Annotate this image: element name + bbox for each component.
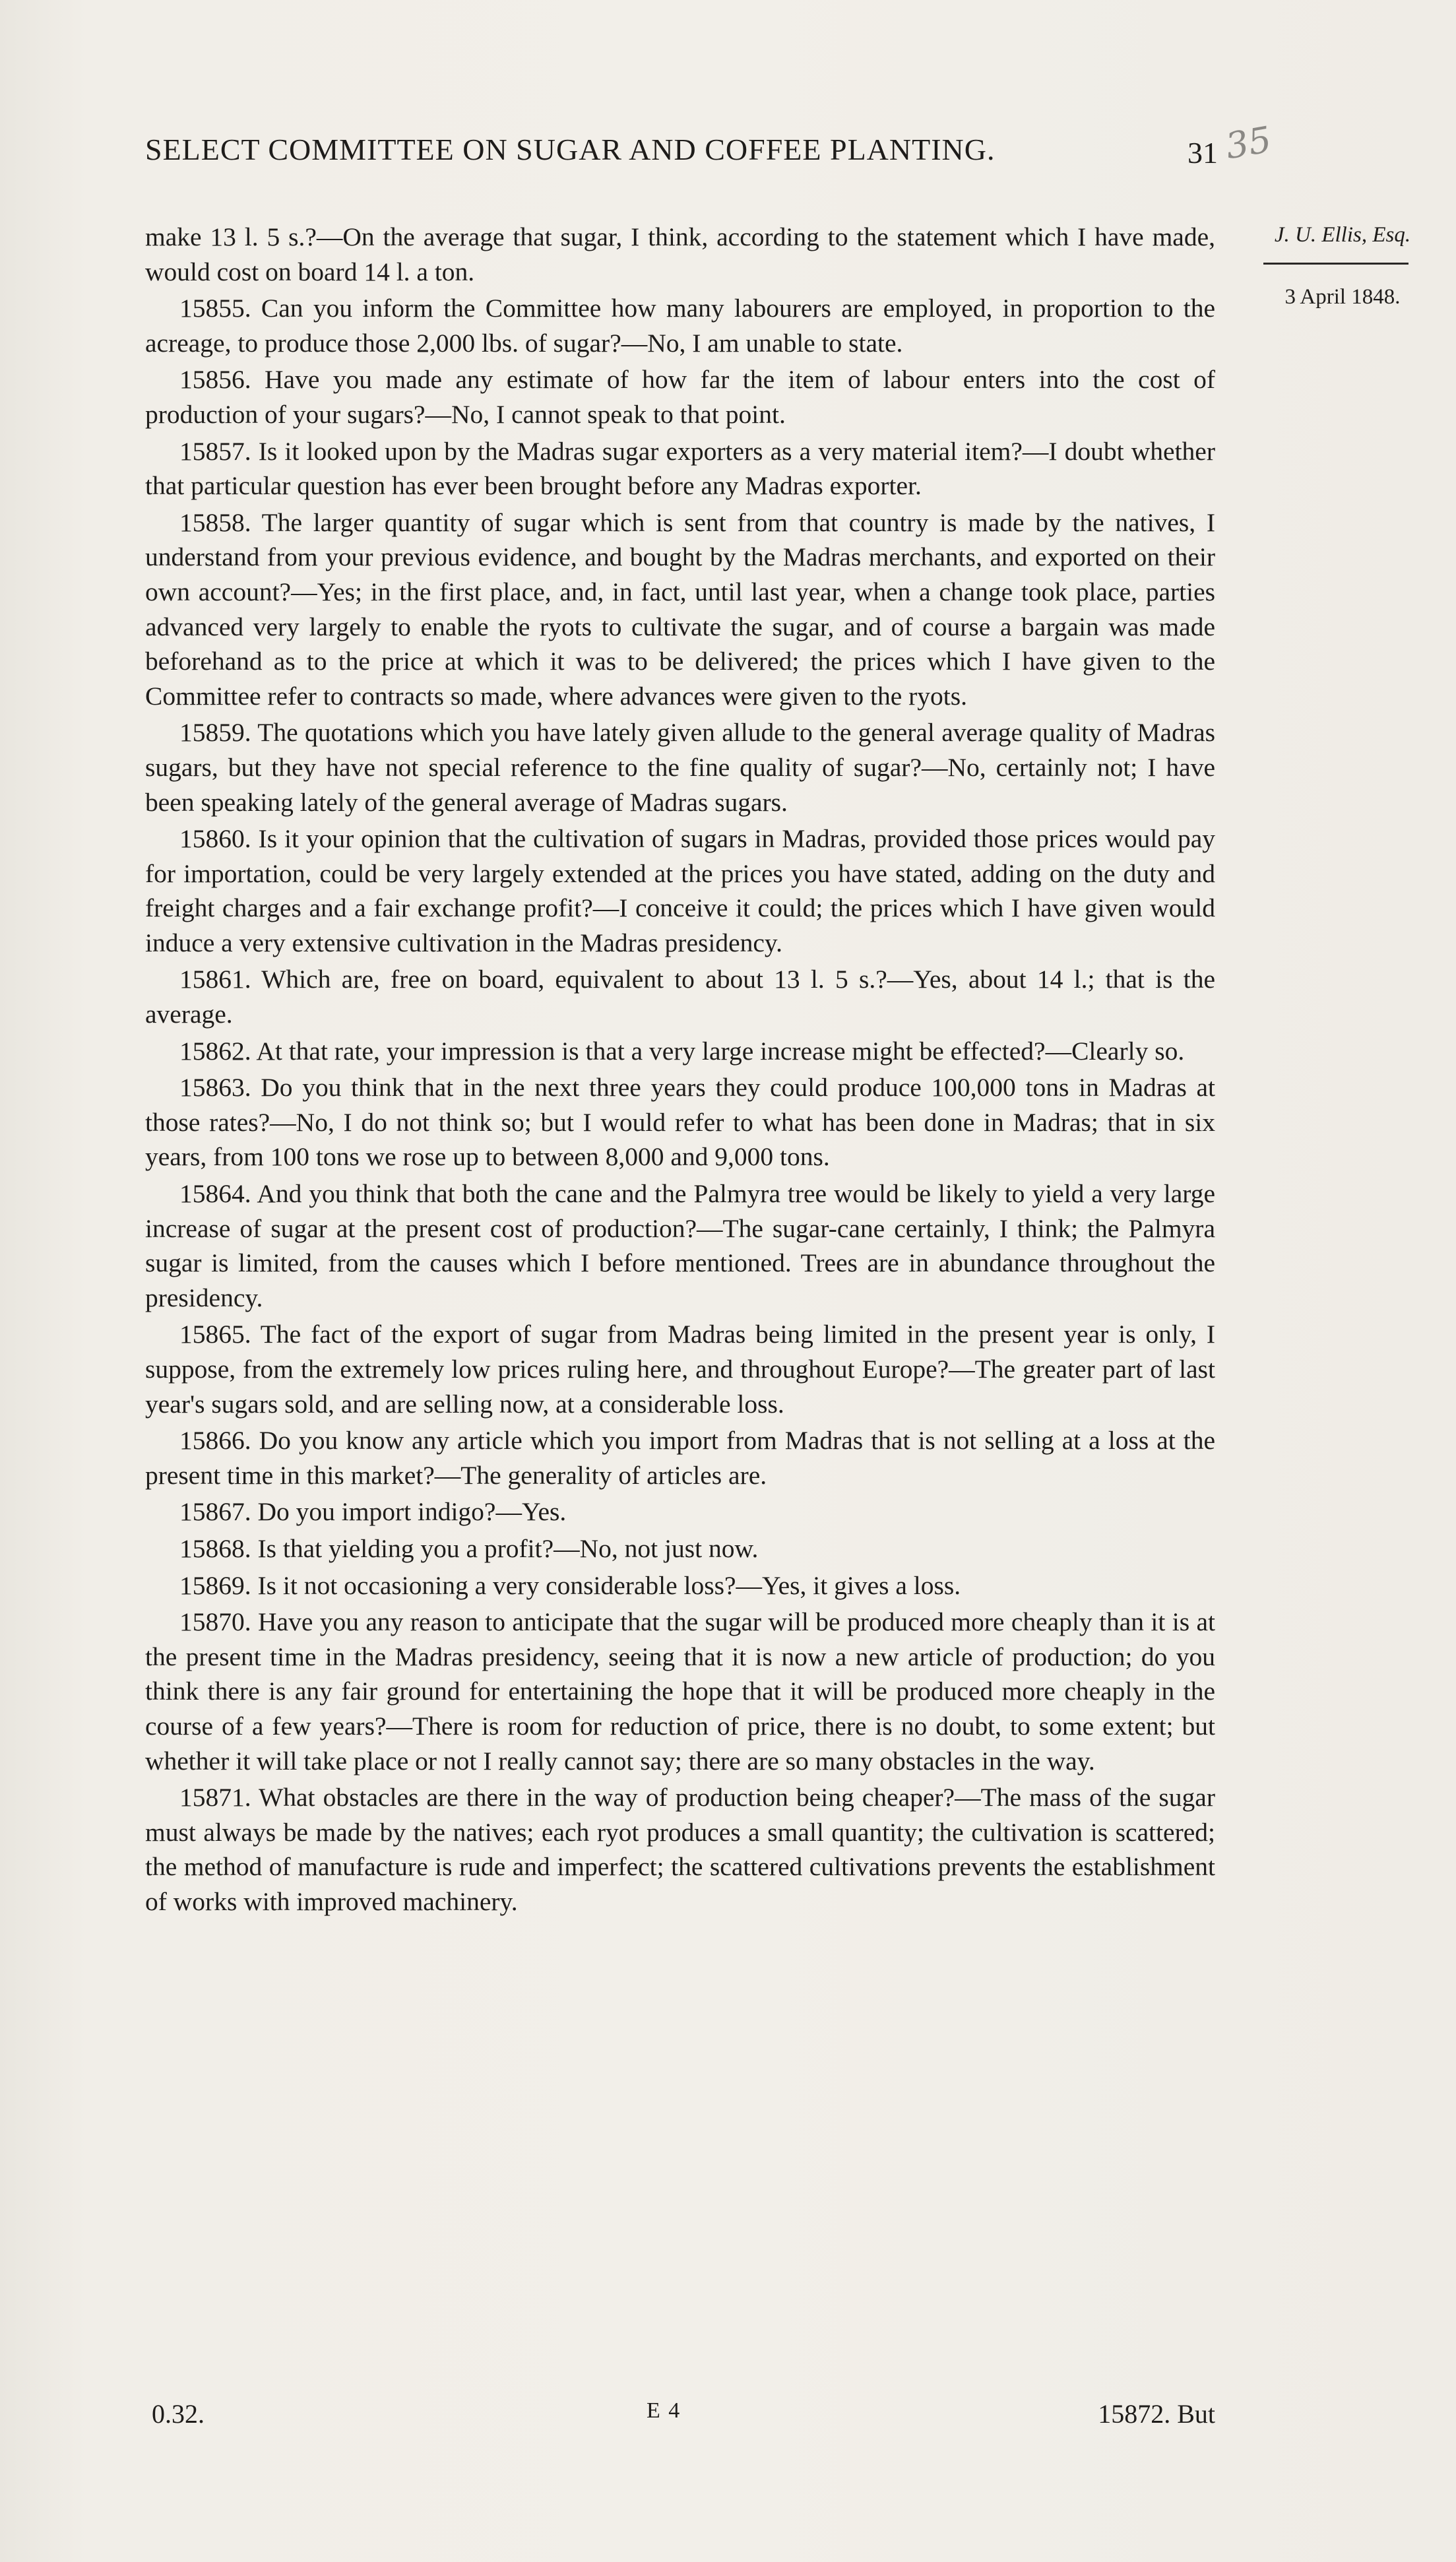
date-sidenote: 3 April 1848. (1284, 285, 1401, 309)
paragraph: 15870. Have you any reason to anticipate that the sugar will be produced more cheaply than it is at the present time in the Madras presidency, seeing that it is now a new article of production; do you think there is any fair ground for entertaining the hope that it will be produced more cheaply in the course of a few years?—There is room for reduction of price, there is no doubt, to some extent; but whether it will take place or not I really cannot say; there are so many obstacles in the way. (145, 1607, 1215, 1776)
paragraph: 15858. The larger quantity of sugar which is sent from that country is made by the natives, I understand from your previous evidence, and bought by the Madras merchants, and exported on their own account?—Yes; in the first place, and, in fact, until last year, when a change took place, parties advanced very largely to enable the ryots to cultivate the sugar, and of course a bargain was made beforehand as to the price at which it was to be delivered; the prices which I have given to the Committee refer to contracts so made, where advances were given to the ryots. (145, 507, 1215, 711)
paragraph: 15871. What obstacles are there in the way of production being cheaper?—The mass of the sugar must always be made by the natives; each ryot produces a small quantity; the cultivation is scattered; the method of manufacture is rude and imperfect; the scattered cultivations prevents the establishment of works with improved machinery. (145, 1783, 1215, 1916)
running-header: SELECT COMMITTEE ON SUGAR AND COFFEE PLANTING. (145, 133, 996, 166)
pencil-annotation: 35 (1222, 118, 1275, 168)
signature-mark: E 4 (647, 2398, 681, 2423)
paragraph: 15866. Do you know any article which you import from Madras that is not selling at a loss at the present time in this market?—The generality of articles are. (145, 1426, 1215, 1490)
evidence-body (145, 220, 1215, 1921)
paragraph: 15856. Have you made any estimate of how far the item of labour enters into the cost of production of your sugars?—No, I cannot speak to that point. (145, 365, 1215, 429)
catchword: 15872. But (1098, 2399, 1215, 2429)
paragraph: 15865. The fact of the export of sugar from Madras being limited in the present year is only, I suppose, from the extremely low prices ruling here, and throughout Europe?—The greater part of last year's sugars sold, and are selling now, at a considerable loss. (145, 1320, 1215, 1419)
paragraph: 15868. Is that yielding you a profit?—No, not just now. (179, 1533, 759, 1563)
paragraph: 15857. Is it looked upon by the Madras sugar exporters as a very material item?—I doubt whether that particular question has ever been brought before any Madras exporter. (145, 436, 1215, 501)
page-footer (145, 2398, 1215, 2433)
paragraph: 15861. Which are, free on board, equivalent to about 13 l. 5 s.?—Yes, about 14 l.; that is the average. (145, 965, 1215, 1029)
footer-sessional-number: 0.32. (152, 2399, 205, 2429)
paragraph: 15860. Is it your opinion that the cultivation of sugars in Madras, provided those prices would pay for importation, could be very largely extended at the prices you have stated, adding on the duty and freight charges and a fair exchange profit?—I conceive it could; the prices which I have given would induce a very extensive cultivation in the Madras presidency. (145, 824, 1215, 957)
paragraph: make 13 l. 5 s.?—On the average that sugar, I think, according to the statement which I have made, would cost on board 14 l. a ton. (145, 222, 1215, 286)
paragraph: 15869. Is it not occasioning a very considerable loss?—Yes, it gives a loss. (179, 1570, 961, 1600)
paragraph: 15855. Can you inform the Committee how many labourers are employed, in proportion to the acreage, to produce those 2,000 lbs. of sugar?—No, I am unable to state. (145, 294, 1215, 358)
paragraph: 15864. And you think that both the cane and the Palmyra tree would be likely to yield a very large increase of sugar at the present cost of production?—The sugar-cane certainly, I think; the Palmyra sugar is limited, from the causes which I before mentioned. Trees are in abundance throughout the presidency. (145, 1179, 1215, 1312)
paragraph: 15859. The quotations which you have lately given allude to the general average quality of Madras sugars, but they have not special reference to the fine quality of sugar?—No, certainly not; I have been speaking lately of the general average of Madras sugars. (145, 718, 1215, 817)
paragraph: 15863. Do you think that in the next three years they could produce 100,000 tons in Madras at those rates?—No, I do not think so; but I would refer to what has been done in Madras; that in six years, from 100 tons we rose up to between 8,000 and 9,000 tons. (145, 1073, 1215, 1172)
page-number: 31 (1187, 136, 1218, 170)
witness-sidenote: J. U. Ellis, Esq. (1274, 223, 1411, 247)
sidenote-rule (1263, 263, 1409, 265)
paragraph: 15862. At that rate, your impression is that a very large increase might be effected?—Clearly so. (179, 1036, 1185, 1066)
paragraph: 15867. Do you import indigo?—Yes. (179, 1497, 567, 1527)
